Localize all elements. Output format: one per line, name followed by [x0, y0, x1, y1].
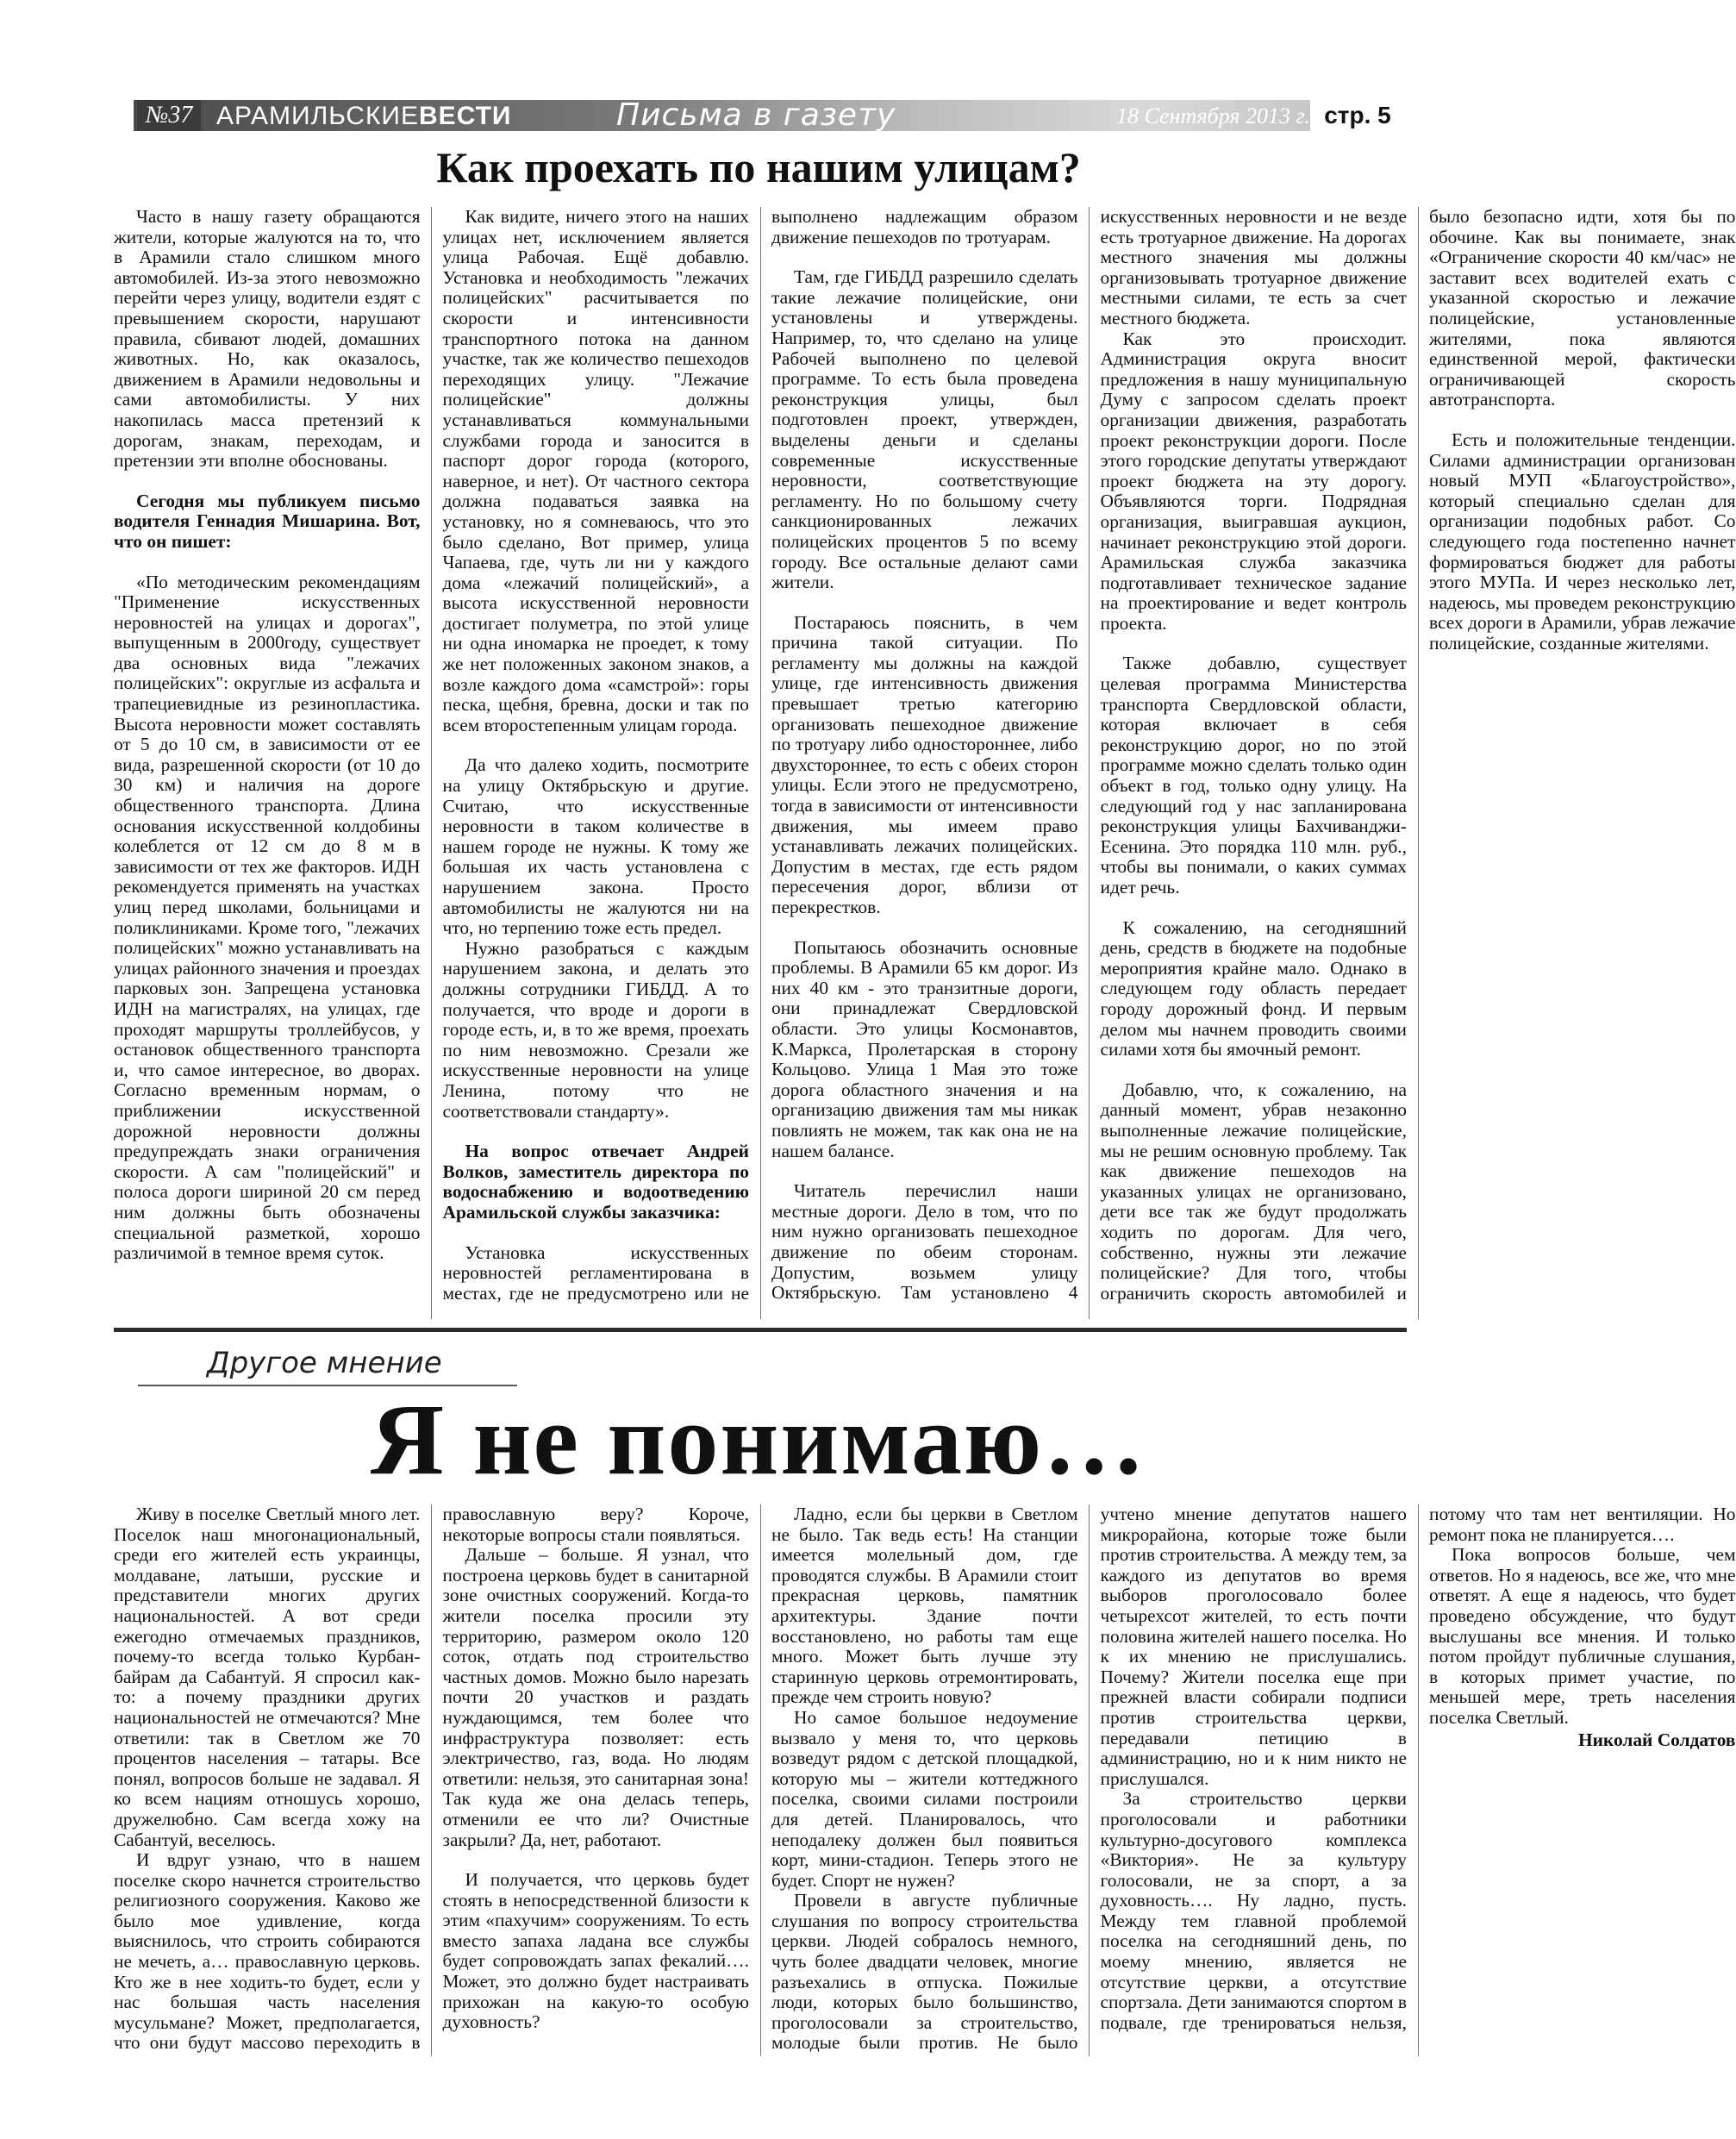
article-2-title: Я не понимаю…: [370, 1383, 1147, 1496]
article-1-paragraph: К сожалению, на сегодняшний день, средств в бюджете на подобные мероприятия крайне мало. Однако в следующем году область передает городу дорожный фонд. И первым делом мы начнем проводить своими силами хотя бы ямочный ремонт.: [1100, 916, 1407, 1060]
issue-number: №37: [137, 100, 201, 131]
article-2-paragraph: Провели в августе публичные слушания по вопросу строительства церкви. Людей собралось немного, чуть более двадцати человек, многие разъехались в отпуска. Пожилые люди, которых было большинство, проголосовали за строительство, молодые были против. Не было учтено мнение депутатов нашего микрорайона, которые тоже были против строительства. А между тем, за каждого из депутатов во время выборов проголосовало более четырехсот жителей, то есть почти половина жителей нашего поселка. Но к их мнению не прислушались. Почему? Жители поселка еще при прежней власти собирали подписи против строительства церкви, передавали петицию в администрацию, но и к ним никто не прислушался.: [771, 1504, 1407, 2054]
newspaper-name-part2: ВЕСТИ: [419, 102, 512, 130]
article-1-body: [114, 206, 1736, 1319]
article-1-paragraph: Постараюсь пояснить, в чем причина такой ситуации. По регламенту мы должны на каждой улице, где интенсивность движения превышает третью категорию организовать пешеходное движение по тротуару либо одностороннее, либо двухстороннее, то есть с обеих сторон улицы. Если этого не предусмотрено, тогда в зависимости от интенсивности движения, мы имеем право устанавливать лежачих полицейских. Допустим в местах, где есть рядом пересечения дорог, вблизи от перекрестков.: [771, 611, 1078, 917]
article-2-paragraph: И получается, что церковь будет стоять в непосредственной близости к этим «пахучим» сооружениям. То есть вместо запаха ладана все службы будет сопровождать запах фекалий…. Может, это должно будет настраивать прихожан на какую-то особую духовность?: [442, 1869, 749, 2033]
article-1-paragraph: Часто в нашу газету обращаются жители, которые жалуются на то, что в Арамили стало слишком много автомобилей. Из-за этого невозможно перейти через улицу, водители ездят с превышением скорости, нарушают правила, сбивают людей, домашних животных. Но, как оказалось, движением в Арамили недовольны и сами автомобилисты. У них накопилась масса претензий к дорогам, знакам, переходам, и претензии эти вполне обоснованы.: [114, 206, 421, 472]
article-1-paragraph: Есть и положительные тенденции. Силами администрации организован новый МУП «Благоустройство», который специально сделан для организации подобных работ. Со следующего года постепенно начнет формироваться бюджет для работы этого МУПа. И через несколько лет, надеюсь, мы проведем реконструкцию всех дороги в Арамили, убрав лежачие полицейские, созданные жителями.: [1429, 428, 1736, 654]
section-divider: [114, 1328, 1407, 1332]
article-1-paragraph: Добавлю, что, к сожалению, на данный момент, убрав незаконно выполненные лежачие полицейские, мы не решим основную проблему. Так как движение пешеходов на указанных улицах не организовано, дети все так же будут продолжать ходить по дорогам. Для чего, собственно, нужны эти лежачие полицейские? Для того, чтобы ограничить скорость автомобилей и было безопасно идти, хотя бы по обочине. Как вы понимаете, знак «Ограничение скорости 40 км/час» не заставит всех водителей ехать с указанной скоростью и лежачие полицейские, установленные жителями, пока являются единственной мерой, фактически ограничивающей скорость автотранспорта.: [1100, 206, 1736, 1304]
issue-date: 18 Сентября 2013 г.: [1116, 103, 1310, 128]
article-1-paragraph: Попытаюсь обозначить основные проблемы. В Арамили 65 км дорог. Из них 40 км - это транзитные дороги, они принадлежат Свердловской области. Это улицы Космонавтов, К.Маркса, Пролетарская в сторону Кольцово. Улица 1 Мая это тоже дорога областного значения и на организацию движения там мы никак повлиять не можем, так как она не на нашем балансе.: [771, 936, 1078, 1161]
page-header: [134, 97, 1405, 134]
newspaper-name-part1: АРАМИЛЬСКИЕ: [216, 102, 420, 130]
article-2-paragraph: Пока вопросов больше, чем ответов. Но я надеюсь, все же, что мне ответят. А еще я надеюсь, что будет проведено обсуждение, что будут выслушаны все мнения. И только потом пройдут публичные слушания, в которых примет участие, по меньшей мере, треть населения поселка Светлый.: [1429, 1544, 1736, 1728]
article-1-lead: Сегодня мы публикуем письмо водителя Геннадия Мишарина. Вот, что он пишет:: [114, 490, 421, 552]
article-1-paragraph: Там, где ГИБДД разрешило сделать такие лежачие полицейские, они установлены и утверждены. Например, то, что сделано на улице Рабочей выполнено по целевой программе. То есть была проведена реконструкция улицы, был подготовлен проект, утвержден, выделены деньги и сделаны современные искусственные неровности, соответствующие регламенту. Но по большому счету санкционированных лежачих полицейских процентов 5 по всему городу. Все остальные делают сами жители.: [771, 266, 1078, 593]
article-2-paragraph: Живу в поселке Светлый много лет. Поселок наш многонациональный, среди его жителей есть украинцы, молдаване, латыши, русские и представители многих других национальностей. А вот среди ежегодно отмечаемых праздников, почему-то всегда только Курбан-байрам да Сабантуй. Я спросил как-то: а почему праздники других национальностей не отмечаются? Мне ответили: так в Светлом же 70 процентов населения – татары. Все понял, вопросов больше не задавал. Я ко всем нациям отношусь хорошо, дружелюбно. Сам всегда хожу на Сабантуй, веселюсь.: [114, 1504, 421, 1850]
article-1-paragraph: Также добавлю, существует целевая программа Министерства транспорта Свердловской области, которая включает в себя реконструкцию дорог, но по этой программе можно сделать только один объект в год, только одну улицу. На следующий год у нас запланирована реконструкция улицы Бахчиванджи-Есенина. Это порядка 110 млн. руб., чтобы вы понимали, о каких суммах идет речь.: [1100, 653, 1407, 898]
article-2-paragraph: Но самое большое недоумение вызвало у меня то, что церковь возведут рядом с детской площадкой, которую мы – жители коттеджного поселка, своими силами построили для детей. Планировалось, что неподалеку должен был появиться корт, мини-стадион. Теперь этого не будет. Спорт не нужен?: [771, 1706, 1078, 1891]
article-1-paragraph: Да что далеко ходить, посмотрите на улицу Октябрьскую и другие. Считаю, что искусственные неровности в таком количестве в нашем городе не нужны. К тому же большая их часть установлена с нарушением закона. Просто автомобилисты не жалуются ни на что, но терпению тоже есть предел.: [442, 754, 749, 939]
article-2-paragraph: Ладно, если бы церкви в Светлом не было. Так ведь есть! На станции имеется молельный дом, где проводятся службы. В Арамили стоит прекрасная церковь, памятник архитектуры. Здание почти восстановлено, но работы там еще много. Может быть лучше эту старинную церковь отремонтировать, прежде чем строить новую?: [771, 1504, 1078, 1708]
article-1-paragraph: Читатель перечислил наши местные дороги. Дело в том, что по ним нужно организовать пешеходное движение по обеим сторонам. Допустим, возьмем улицу Октябрьскую. Там установлено 4 искусственных неровности и не везде есть тротуарное движение. На дорогах местного значения мы должны организовывать тротуарное движение местными силами, те есть за счет местного бюджета.: [771, 206, 1407, 1304]
article-1-title: Как проехать по нашим улицам?: [436, 143, 1081, 191]
article-2-signature: Николай Солдатов: [1577, 1729, 1736, 1750]
article-2-paragraph: И вдруг узнаю, что в нашем поселке скоро начнется строительство религиозного сооружения. Каково же было мое удивление, когда выяснилось, что строить собираются не мечеть, а… православную церковь. Кто же в нее ходить-то будет, если у нас большая часть населения мусульмане? Может, предполагается, что они будут массово переходить в православную веру? Короче, некоторые вопросы стали появляться.: [114, 1504, 749, 2054]
article-1-paragraph: Как видите, ничего этого на наших улицах нет, исключением является улица Рабочая. Ещё добавлю. Установка и необходимость "лежачих полицейских" расчитывается по скорости и интенсивности транспортного потока на данном участке, так же количество пешеходов переходящих улицу. "Лежачие полицейские" должны устанавливаться коммунальными службами города и заносится в паспорт дорог города (которого, наверное, и нет). От частного сектора должна подаваться заявка на установку, но я сомневаюсь, что это было сделано, Вот пример, улица Чапаева, где, чуть ли ни у каждого дома «лежачий полицейский», а высота искусственной неровности достигает полуметра, по этой улице ни одна иномарка не проедет, к тому же нет положенных законом знаков, а возле каждого дома «самстрой»: горы песка, щебня, бревна, доски и так по всем второстепенным улицам города.: [442, 206, 749, 735]
article-2-paragraph: За строительство церкви проголосовали и работники культурно-досугового комплекса «Виктория». Не за культуру голосовали, не за спорт, а за духовность…. Ну ладно, пусть. Между тем главной проблемой поселка на сегодняшний день, по моему мнению, является не отсутствие церкви, а отсутствие спортзала. Дети занимаются спортом в подвале, где тренироваться нельзя, потому что там нет вентиляции. Но ремонт пока не планируется….: [1100, 1504, 1736, 2033]
newspaper-name: [216, 100, 512, 131]
article-2-body: [114, 1504, 1736, 2056]
article-1-paragraph: Установка искусственных неровностей регламентирована в местах, где не предусмотрено или не выполнено надлежащим образом движение пешеходов по тротуарам.: [442, 206, 1078, 1304]
article-1-answer-intro: На вопрос отвечает Андрей Волков, заместитель директора по водоснабжению и водоотведению Арамильской службы заказчика:: [442, 1141, 749, 1223]
article-2-rubric-label: Другое мнение: [207, 1346, 442, 1380]
page-number: стр. 5: [1310, 100, 1405, 131]
article-1-paragraph: Как это происходит. Администрация округа вносит предложения в нашу муниципальную Думу с запросом сделать проект организации движения, разработать проект реконструкции дороги. После этого городские депутаты утверждают проект бюджета на эту дорогу. Объявляются торги. Подрядная организация, выигравшая аукцион, начинает реконструкцию этой дороги. Арамильская служба заказчика подготавливает техническое задание на проектирование и ведет контроль проекта.: [1100, 328, 1407, 634]
article-2-paragraph: Дальше – больше. Я узнал, что построена церковь будет в санитарной зоне очистных сооружений. Когда-то жители поселка просили эту территорию, размером около 120 соток, отдать под строительство частных домов. Можно было нарезать почти 20 участков и раздать нуждающимся, тем более что инфраструктура позволяет: есть электричество, газ, вода. Но людям ответили: нельзя, это санитарная зона! Так куда же она делась теперь, отменили ее что ли? Очистные закрыли? Да, нет, работают.: [442, 1544, 749, 1850]
article-1-paragraph: Нужно разобраться с каждым нарушением закона, и делать это должны сотрудники ГИБДД. А то получается, что вроде и дороги в городе есть, и, в то же время, проехать по ним невозможно. Срезали же искусственные неровности на улице Ленина, потому что не соответствовали стандарту».: [442, 937, 749, 1122]
section-rubric: Письма в газету: [616, 97, 896, 133]
article-1-paragraph: «По методическим рекомендациям "Применение искусственных неровностей на улицах и дорогах", выпущенным в 2000году, существует два основных вида "лежачих полицейских": округлые из асфальта и трапециевидные из резинопластика. Высота неровности может составлять от 5 до 10 см, в зависимости от ее вида, разрешенной скорости (от 10 до 30 км) и наличия на дороге общественного транспорта. Длина основания искусственной колдобины колеблется от 12 см до 8 м в зависимости от тех же факторов. ИДН рекомендуется применять на участках улиц перед школами, больницами и поликлиниками. Кроме того, "лежачих полицейских" можно устанавливать на улицах районного значения и проездах парковых зон. Запрещена установка ИДН на магистралях, на улицах, где проходят маршруты троллейбусов, у остановок общественного транспорта и, что самое интересное, во дворах. Согласно временным нормам, о приближении искусственной дорожной неровности должны предупреждать знаки ограничения скорости. А сам "полицейский" и полоса дороги шириной 20 см перед ним должны быть обозначены специальной разметкой, хорошо различимой в темное время суток.: [114, 571, 421, 1264]
